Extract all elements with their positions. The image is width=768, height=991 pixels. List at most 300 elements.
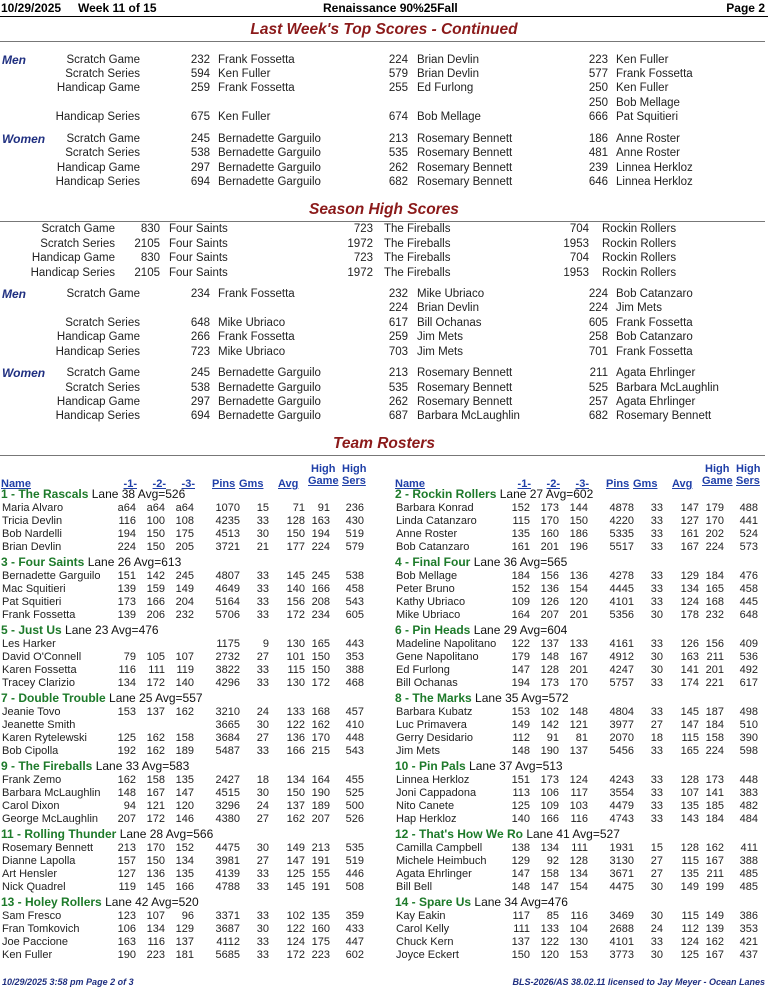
game-2: 173 [540, 502, 559, 514]
game-1: 161 [511, 541, 530, 553]
score-category: Handicap Series [55, 410, 140, 422]
games: 33 [256, 515, 269, 527]
bowler-name: Four Saints [169, 267, 228, 279]
player-name: Les Harker [2, 638, 56, 650]
bowler-name: Mike Ubriaco [417, 288, 485, 300]
score-value: 666 [588, 111, 608, 123]
pins: 4445 [609, 583, 634, 595]
high-game: 213 [311, 842, 330, 854]
player-row [394, 842, 768, 855]
pins: 3822 [215, 664, 240, 676]
player-name: Kathy Ubriaco [396, 596, 466, 608]
game-2: 190 [540, 745, 559, 757]
score-category: Scratch Series [65, 382, 140, 394]
team-header [395, 759, 768, 774]
player-row [394, 609, 768, 622]
average: 147 [680, 502, 699, 514]
high-series: 482 [739, 800, 758, 812]
game-2: 170 [146, 842, 165, 854]
player-row [394, 910, 768, 923]
pins: 3554 [609, 787, 634, 799]
games: 30 [650, 651, 663, 663]
pins: 4220 [609, 515, 634, 527]
score-row [0, 175, 768, 189]
header-week: Week 11 of 15 [78, 1, 157, 15]
team-lane: Lane 42 [105, 895, 149, 909]
team-name: 13 - Holey Rollers [1, 895, 102, 909]
pins: 4112 [216, 936, 240, 948]
score-category: Scratch Game [66, 133, 140, 145]
pins: 5487 [215, 745, 240, 757]
team-lane: Lane 23 [65, 623, 109, 637]
player-name: Kay Eakin [396, 910, 446, 922]
score-value: 297 [190, 396, 210, 408]
high-series: 443 [345, 638, 364, 650]
top-scores-title-rule [0, 41, 765, 42]
team-average: Avg=476 [111, 623, 159, 637]
pins: 3684 [215, 732, 240, 744]
team-name: 6 - Pin Heads [395, 623, 471, 637]
average: 145 [680, 706, 699, 718]
high-series: 484 [739, 813, 758, 825]
game-3: 153 [569, 949, 588, 961]
game-2: 207 [540, 609, 559, 621]
score-value: 577 [588, 68, 608, 80]
player-name: Jeanie Tovo [2, 706, 61, 718]
pins: 3296 [215, 800, 240, 812]
player-row [394, 719, 768, 732]
game-2: 147 [540, 881, 559, 893]
pins: 4139 [215, 868, 240, 880]
game-1: 129 [511, 855, 530, 867]
score-value: 687 [388, 410, 408, 422]
score-row [0, 110, 768, 124]
score-value: 213 [388, 367, 408, 379]
pins: 4243 [609, 774, 634, 786]
game-3: 175 [175, 528, 194, 540]
player-row [0, 745, 374, 758]
pins: 3687 [215, 923, 240, 935]
team-header [395, 487, 768, 502]
high-series: 457 [345, 706, 364, 718]
bowler-name: Pat Squitieri [616, 111, 679, 123]
average: 129 [680, 570, 699, 582]
pins: 2732 [215, 651, 240, 663]
game-2: 92 [546, 855, 559, 867]
team-average: Avg=557 [155, 691, 203, 705]
games: 33 [650, 638, 663, 650]
player-name: Gene Napolitano [396, 651, 479, 663]
average: 130 [286, 638, 305, 650]
games: 33 [650, 515, 663, 527]
player-name: Linda Catanzaro [396, 515, 477, 527]
score-category: Scratch Series [65, 68, 140, 80]
pins: 3130 [609, 855, 634, 867]
pins: 5335 [609, 528, 634, 540]
team-name: 4 - Final Four [395, 555, 471, 569]
footer-right: BLS-2026/AS 38.02.11 licensed to Jay Meyer - Ocean Lanes [512, 977, 765, 987]
average: 136 [286, 732, 305, 744]
bowler-name: Bob Catanzaro [616, 288, 693, 300]
pins: 4513 [215, 528, 240, 540]
high-game: 150 [311, 651, 330, 663]
team-average: Avg=613 [133, 555, 182, 569]
game-3: 116 [570, 910, 588, 922]
team-name: 5 - Just Us [1, 623, 62, 637]
pins: 5356 [609, 609, 634, 621]
game-1: 139 [117, 583, 136, 595]
high-game: 168 [705, 596, 724, 608]
pins: 4101 [609, 936, 634, 948]
games: 33 [256, 949, 269, 961]
score-category: Scratch Game [66, 54, 140, 66]
game-2: 128 [540, 664, 559, 676]
game-1: 139 [117, 609, 136, 621]
game-3: 108 [175, 515, 194, 527]
high-game: 199 [705, 881, 724, 893]
high-series: 448 [345, 732, 364, 744]
score-row [0, 222, 768, 236]
team-header [1, 691, 381, 706]
score-value: 224 [388, 302, 408, 314]
games: 18 [650, 732, 663, 744]
high-series: 579 [345, 541, 364, 553]
player-name: Pat Squitieri [2, 596, 62, 608]
score-value: 694 [190, 410, 210, 422]
column-header: Pins [212, 478, 236, 490]
high-series: 573 [739, 541, 758, 553]
game-3: 189 [175, 745, 194, 757]
game-1: 123 [117, 910, 136, 922]
pins: 4878 [609, 502, 634, 514]
game-1: 125 [511, 800, 530, 812]
game-1: 147 [511, 664, 530, 676]
game-3: 144 [569, 502, 588, 514]
high-series: 446 [345, 868, 364, 880]
game-1: 151 [117, 570, 136, 582]
column-header: High [705, 463, 730, 475]
score-value: 262 [388, 396, 408, 408]
header-title: Renaissance 90%25Fall [323, 1, 458, 15]
bowler-name: Frank Fossetta [616, 68, 693, 80]
bowler-name: Bill Ochanas [417, 317, 482, 329]
high-game: 167 [705, 855, 724, 867]
score-value: 617 [388, 317, 408, 329]
player-row [0, 868, 374, 881]
games: 27 [650, 719, 663, 731]
high-game: 175 [311, 936, 330, 948]
score-category: Scratch Series [65, 317, 140, 329]
high-game: 232 [705, 609, 724, 621]
games: 33 [650, 541, 663, 553]
score-value: 245 [190, 133, 210, 145]
average: 115 [681, 855, 699, 867]
game-3: 134 [569, 868, 588, 880]
games: 33 [650, 570, 663, 582]
games: 33 [256, 868, 269, 880]
player-name: Anne Roster [396, 528, 458, 540]
game-3: 205 [175, 541, 194, 553]
high-game: 160 [311, 923, 330, 935]
high-game: 211 [706, 868, 724, 880]
games: 30 [650, 949, 663, 961]
games: 33 [650, 706, 663, 718]
games: 33 [650, 528, 663, 540]
game-2: 162 [146, 732, 165, 744]
high-series: 411 [740, 842, 758, 854]
column-header: -2- [546, 478, 560, 490]
high-series: 543 [345, 596, 364, 608]
score-value: 224 [588, 302, 608, 314]
average: 165 [680, 745, 699, 757]
high-series: 390 [739, 732, 758, 744]
average: 135 [680, 800, 699, 812]
player-name: Tricia Devlin [2, 515, 63, 527]
bowler-name: Anne Roster [616, 133, 680, 145]
column-header: High [342, 463, 367, 475]
column-header: Pins [606, 478, 630, 490]
player-name: Mike Ubriaco [396, 609, 461, 621]
team-lane: Lane 28 [119, 827, 164, 841]
game-3: 152 [175, 842, 194, 854]
score-row [0, 395, 768, 409]
games: 30 [650, 881, 663, 893]
player-row [0, 638, 374, 651]
column-header: Sers [736, 475, 760, 487]
player-name: Ken Fuller [2, 949, 53, 961]
column-header: -1- [123, 478, 137, 490]
game-3: 201 [569, 664, 588, 676]
game-3: 137 [175, 936, 194, 948]
game-1: 113 [512, 787, 530, 799]
game-3: 154 [569, 881, 588, 893]
games: 27 [256, 732, 269, 744]
high-series: 598 [739, 745, 758, 757]
games: 33 [256, 745, 269, 757]
bowler-name: The Fireballs [384, 267, 451, 279]
high-game: 135 [311, 910, 330, 922]
high-game: 191 [311, 881, 330, 893]
game-2: 134 [540, 842, 559, 854]
bowler-name: Mike Ubriaco [218, 317, 286, 329]
team-lane: Lane 34 [474, 895, 518, 909]
average: 124 [680, 936, 699, 948]
high-game: 141 [705, 787, 724, 799]
high-series: 485 [739, 868, 758, 880]
player-name: Joyce Eckert [396, 949, 459, 961]
header-date: 10/29/2025 [1, 1, 62, 15]
group-label: Men [2, 287, 26, 301]
team-name: 1 - The Rascals [1, 487, 89, 501]
high-series: 433 [345, 923, 364, 935]
score-value: 674 [388, 111, 408, 123]
column-header: High [736, 463, 761, 475]
bowler-name: Ken Fuller [616, 54, 669, 66]
score-value: 648 [190, 317, 210, 329]
bowler-name: Frank Fossetta [218, 331, 295, 343]
game-2: 148 [540, 651, 559, 663]
average: 172 [286, 949, 305, 961]
score-value: 723 [353, 223, 373, 235]
high-game: 234 [311, 609, 330, 621]
player-row [0, 583, 374, 596]
game-2: 142 [540, 719, 559, 731]
game-2: 102 [540, 706, 559, 718]
team-name: 14 - Spare Us [395, 895, 472, 909]
bowler-name: Bernadette Garguilo [218, 133, 321, 145]
high-game: 165 [311, 638, 330, 650]
pins: 4101 [609, 596, 634, 608]
game-2: 120 [540, 949, 559, 961]
score-category: Handicap Game [56, 162, 140, 174]
game-1: 138 [511, 842, 530, 854]
player-name: Carol Dixon [2, 800, 60, 812]
high-series: 421 [739, 936, 758, 948]
top-scores-title: Last Week's Top Scores - Continued [250, 21, 518, 38]
game-3: 140 [175, 677, 194, 689]
player-row [394, 936, 768, 949]
pins: 4296 [215, 677, 240, 689]
pins: 4247 [609, 664, 634, 676]
game-3: 116 [570, 813, 588, 825]
game-3: 158 [175, 732, 194, 744]
player-name: Agata Ehrlinger [396, 868, 472, 880]
average: 167 [680, 541, 699, 553]
pins: 4788 [215, 881, 240, 893]
bowler-name: The Fireballs [384, 238, 451, 250]
team-header [1, 759, 381, 774]
team-average: Avg=583 [141, 759, 190, 773]
game-3: 117 [570, 787, 588, 799]
bowler-name: Ken Fuller [616, 82, 669, 94]
average: 178 [680, 609, 699, 621]
game-3: 147 [175, 787, 194, 799]
average: 145 [286, 881, 305, 893]
score-row [0, 237, 768, 251]
pins: 3671 [609, 868, 634, 880]
player-name: Frank Zemo [2, 774, 62, 786]
score-category: Handicap Game [56, 396, 140, 408]
high-game: 191 [311, 855, 330, 867]
game-1: 153 [117, 706, 136, 718]
games: 15 [256, 502, 269, 514]
team-average: Avg=572 [521, 691, 569, 705]
game-2: 111 [148, 664, 165, 676]
player-name: Nick Quadrel [2, 881, 66, 893]
team-name: 11 - Rolling Thunder [1, 827, 117, 841]
game-2: 167 [146, 787, 165, 799]
column-header: Name [1, 478, 31, 490]
team-name: 12 - That's How We Ro [395, 827, 523, 841]
bowler-name: The Fireballs [384, 252, 451, 264]
player-name: Art Hensler [2, 868, 58, 880]
game-3: 120 [175, 800, 194, 812]
player-row [0, 774, 374, 787]
score-row [0, 266, 768, 280]
player-name: Jeanette Smith [2, 719, 76, 731]
player-row [0, 528, 374, 541]
score-value: 211 [589, 367, 608, 379]
game-3: 120 [569, 596, 588, 608]
game-3: 124 [569, 774, 588, 786]
header-page: Page 2 [726, 1, 765, 15]
high-series: 648 [739, 609, 758, 621]
team-lane: Lane 41 [526, 827, 570, 841]
high-game: 173 [705, 774, 724, 786]
bowler-name: Rosemary Bennett [616, 410, 712, 422]
high-game: 185 [705, 800, 724, 812]
score-row [0, 345, 768, 359]
high-series: 508 [345, 881, 364, 893]
player-row [0, 842, 374, 855]
high-game: 224 [705, 541, 724, 553]
game-2: 150 [146, 541, 165, 553]
player-row [394, 664, 768, 677]
player-row [0, 910, 374, 923]
score-value: 2105 [134, 267, 160, 279]
average: 115 [681, 910, 699, 922]
bowler-name: Rockin Rollers [602, 223, 677, 235]
games: 27 [650, 868, 663, 880]
player-row [0, 596, 374, 609]
average: 127 [680, 515, 699, 527]
bowler-name: Jim Mets [417, 331, 463, 343]
team-name: 10 - Pin Pals [395, 759, 466, 773]
high-game: 158 [705, 732, 724, 744]
pins: 4804 [609, 706, 634, 718]
average: 172 [286, 609, 305, 621]
score-row [0, 161, 768, 175]
game-3: 128 [569, 855, 588, 867]
high-game: 156 [705, 638, 724, 650]
score-value: 259 [190, 82, 210, 94]
game-3: 119 [176, 664, 194, 676]
games: 33 [650, 502, 663, 514]
score-row [0, 81, 768, 95]
average: 71 [292, 502, 305, 514]
games: 33 [256, 583, 269, 595]
bowler-name: Brian Devlin [417, 302, 479, 314]
high-series: 476 [739, 570, 758, 582]
pins: 4515 [215, 787, 240, 799]
player-row [0, 949, 374, 962]
column-header: Sers [342, 475, 366, 487]
game-1: 157 [117, 855, 136, 867]
game-2: 105 [146, 651, 165, 663]
game-1: 94 [123, 800, 136, 812]
bowler-name: Brian Devlin [417, 54, 479, 66]
score-category: Handicap Game [56, 331, 140, 343]
game-3: 135 [175, 868, 194, 880]
game-1: 134 [117, 677, 136, 689]
pins: 4278 [609, 570, 634, 582]
team-header [395, 623, 768, 638]
game-2: 106 [540, 787, 559, 799]
score-value: 723 [190, 346, 210, 358]
high-game: 162 [311, 719, 330, 731]
high-series: 617 [739, 677, 758, 689]
score-value: 2105 [134, 238, 160, 250]
player-row [0, 732, 374, 745]
game-2: 160 [540, 528, 559, 540]
bowler-name: Anne Roster [616, 147, 680, 159]
game-1: 194 [511, 677, 530, 689]
high-game: 165 [705, 583, 724, 595]
player-row [394, 541, 768, 554]
game-3: 196 [569, 541, 588, 553]
team-lane: Lane 27 [499, 487, 544, 501]
games: 33 [650, 787, 663, 799]
